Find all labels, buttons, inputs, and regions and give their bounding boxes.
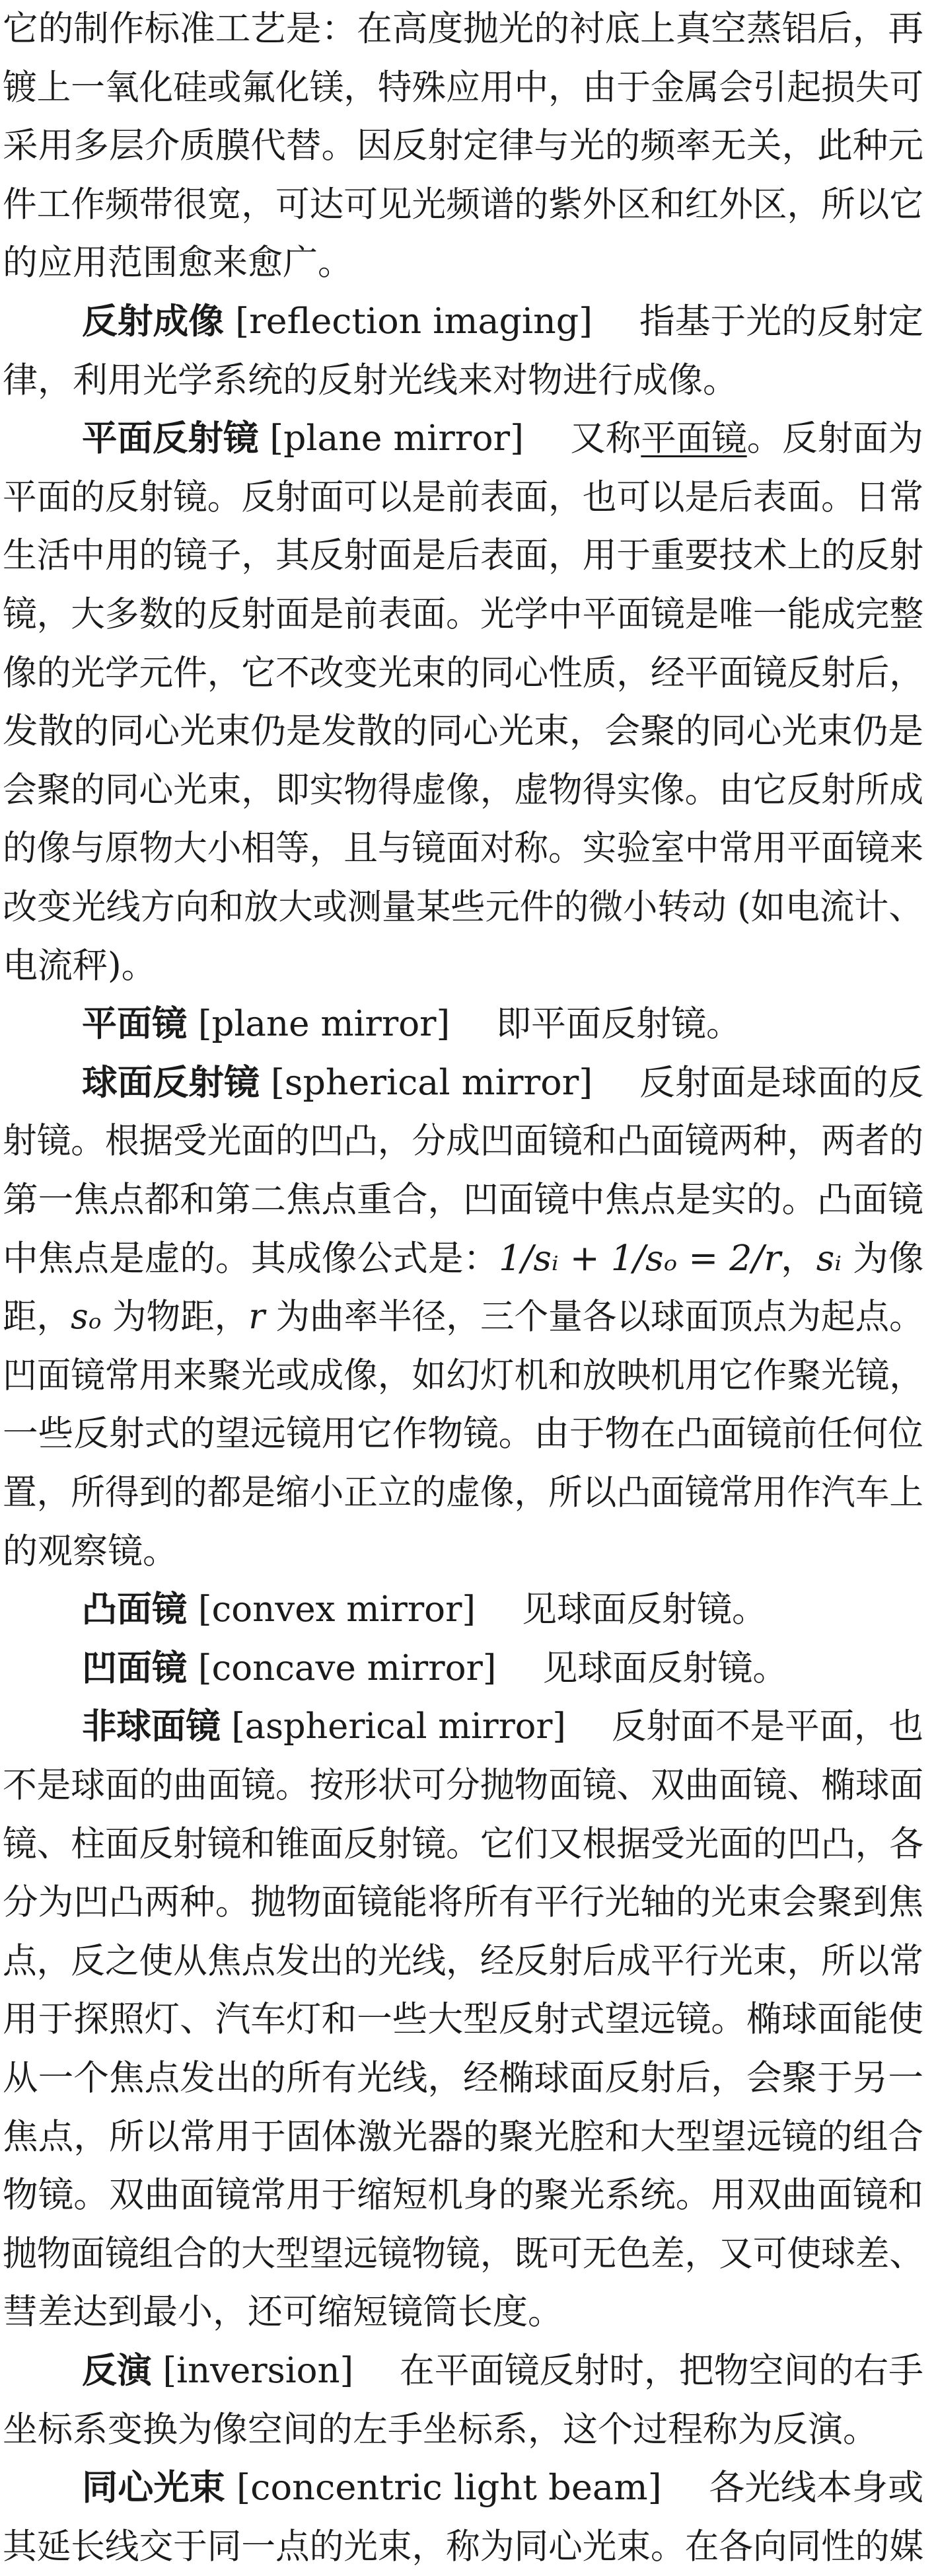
entry-english: [aspherical mirror] (220, 1706, 566, 1747)
text-run: 为曲率半径，三个量各以球面顶点为起点。 (265, 1297, 923, 1338)
text-line (3, 527, 923, 585)
text-run: ， (781, 1238, 816, 1279)
text-run: 坐标系变换为像空间的左手坐标系，这个过程称为反演。 (3, 2409, 878, 2450)
entry-headword: 平面镜 (82, 1004, 187, 1045)
text-line (82, 1640, 787, 1698)
text-line (3, 1171, 923, 1229)
math-expression: sₒ (71, 1297, 102, 1338)
text-run: 镀上一氧化硅或氟化镁，特殊应用中，由于金属会引起损失可 (3, 67, 923, 108)
entry-headword: 同心光束 (82, 2468, 225, 2509)
math-expression: sᵢ (816, 1238, 842, 1279)
text-run: 第一焦点都和第二焦点重合，凹面镜中焦点是实的。凸面镜 (3, 1180, 923, 1220)
text-run: 为像 (842, 1238, 924, 1279)
text-line (3, 1288, 923, 1346)
entry-headword: 反演 (82, 2351, 152, 2391)
entry-english: [concave mirror] (187, 1648, 497, 1688)
entry-headword: 非球面镜 (82, 1706, 221, 1747)
text-run: 用于探照灯、汽车灯和一些大型反射式望远镜。椭球面能使 (3, 1999, 923, 2040)
entry-english: [spherical mirror] (259, 1062, 593, 1103)
text-line (3, 761, 923, 819)
text-run: 它的制作标准工艺是：在高度抛光的衬底上真空蒸铝后，再 (3, 9, 923, 49)
text-run: 电流秤)。 (3, 945, 157, 986)
linked-term[interactable]: 平面镜 (641, 418, 747, 459)
text-run: 反射面不是平面，也 (565, 1706, 923, 1747)
text-line (3, 2283, 563, 2341)
text-line (3, 234, 353, 292)
text-run: 距， (3, 1297, 71, 1338)
text-run: 像的光学元件，它不改变光束的同心性质，经平面镜反射后， (3, 652, 923, 693)
text-run: 镜、柱面反射镜和锥面反射镜。它们又根据受光面的凹凸，各 (3, 1823, 923, 1864)
text-run: 点，反之使从焦点发出的光线，经反射后成平行光束，所以常 (3, 1940, 923, 1981)
text-line (3, 1932, 923, 1990)
text-run: 置，所得到的都是缩小正立的虚像，所以凸面镜常用作汽车上 (3, 1472, 923, 1513)
text-run: 焦点，所以常用于固体激光器的聚光腔和大型望远镜的组合 (3, 2116, 923, 2157)
text-line (3, 0, 923, 58)
text-line (3, 2401, 878, 2459)
text-line (82, 293, 923, 351)
text-run: 件工作频带很宽，可达可见光频谱的紫外区和红外区，所以它 (3, 184, 923, 225)
text-run: 凹面镜常用来聚光或成像，如幻灯机和放映机用它作聚光镜， (3, 1355, 923, 1396)
text-run: 平面的反射镜。反射面可以是前表面，也可以是后表面。日常 (3, 476, 923, 517)
text-run: 分为凹凸两种。抛物面镜能将所有平行光轴的光束会聚到焦 (3, 1882, 923, 1923)
text-line (3, 1347, 923, 1405)
text-line (3, 1405, 923, 1463)
text-run: 生活中用的镜子，其反射面是后表面，用于重要技术上的反射 (3, 535, 923, 576)
text-run: 又称 (523, 418, 641, 459)
text-line (3, 586, 923, 644)
text-line (3, 59, 923, 117)
text-run: 的观察镜。 (3, 1531, 178, 1572)
entry-headword: 凹面镜 (82, 1648, 187, 1688)
text-run: 反射面是球面的反 (593, 1062, 924, 1103)
text-line (3, 2518, 923, 2576)
text-run: 不是球面的曲面镜。按形状可分抛物面镜、双曲面镜、椭球面 (3, 1765, 923, 1805)
text-run: 一些反射式的望远镜用它作物镜。由于物在凸面镜前任何位 (3, 1414, 923, 1455)
text-line (82, 1581, 767, 1639)
text-run: 律，利用光学系统的反射光线来对物进行成像。 (3, 360, 738, 400)
text-line (82, 1054, 923, 1112)
entry-english: [plane mirror] (187, 1004, 450, 1045)
text-run: 射镜。根据受光面的凹凸，分成凹面镜和凸面镜两种，两者的 (3, 1121, 923, 1162)
text-line (3, 1523, 178, 1581)
text-line (3, 2108, 923, 2166)
text-line (82, 2342, 923, 2400)
cross-reference: 见球面反射镜。 (496, 1648, 788, 1688)
text-line (3, 1464, 923, 1522)
text-line (3, 2049, 923, 2107)
entry-headword: 反射成像 (82, 301, 225, 342)
math-expression: r (248, 1297, 266, 1338)
entry-english: [reflection imaging] (224, 301, 593, 342)
text-line (3, 1112, 923, 1170)
text-run: 各光线本身或 (661, 2468, 924, 2509)
text-line (3, 352, 738, 410)
text-line (3, 2166, 923, 2224)
text-line (3, 1990, 923, 2049)
text-run: 抛物面镜组合的大型望远镜物镜，既可无色差，又可使球差、 (3, 2233, 923, 2274)
text-line (3, 176, 923, 234)
text-line (3, 469, 923, 527)
text-run: 中焦点是虚的。其成像公式是： (3, 1238, 499, 1279)
entry-headword: 球面反射镜 (82, 1062, 260, 1103)
text-line (3, 819, 923, 878)
text-run: 会聚的同心光束，即实物得虚像，虚物得实像。由它反射所成 (3, 769, 923, 810)
entry-headword: 平面反射镜 (82, 418, 259, 459)
text-line (82, 995, 741, 1053)
text-line (3, 1874, 923, 1932)
entry-english: [inversion] (151, 2351, 354, 2391)
text-run: 从一个焦点发出的所有光线，经椭球面反射后，会聚于另一 (3, 2058, 923, 2098)
text-run: 在平面镜反射时，把物空间的右手 (353, 2351, 923, 2391)
text-run: 其延长线交于同一点的光束，称为同心光束。在各向同性的媒 (3, 2526, 923, 2567)
entry-english: [plane mirror] (258, 418, 524, 459)
text-run: 指基于光的反射定 (593, 301, 924, 342)
text-run: 的应用范围愈来愈广。 (3, 243, 353, 284)
text-run: 。反射面为 (746, 418, 924, 459)
text-run: 的像与原物大小相等，且与镜面对称。实验室中常用平面镜来 (3, 828, 923, 869)
text-line (3, 702, 923, 761)
text-line (3, 1757, 923, 1815)
cross-reference: 见球面反射镜。 (476, 1589, 767, 1630)
text-run: 采用多层介质膜代替。因反射定律与光的频率无关，此种元 (3, 126, 923, 167)
entry-english: [concentric light beam] (225, 2468, 662, 2509)
text-line (82, 2459, 923, 2517)
text-line (3, 1230, 923, 1288)
text-line (3, 878, 923, 936)
text-line (3, 117, 923, 175)
text-run: 彗差达到最小，还可缩短镜筒长度。 (3, 2292, 563, 2333)
entry-english: [convex mirror] (187, 1589, 476, 1630)
text-run: 为物距， (101, 1297, 249, 1338)
text-line (3, 937, 157, 995)
math-expression: 1/sᵢ + 1/sₒ = 2/r (499, 1238, 781, 1279)
text-run: 发散的同心光束仍是发散的同心光束，会聚的同心光束仍是 (3, 711, 923, 752)
text-line (82, 1698, 923, 1756)
text-run: 镜，大多数的反射面是前表面。光学中平面镜是唯一能成完整 (3, 594, 923, 634)
text-line (3, 1815, 923, 1874)
text-run: 物镜。双曲面镜常用于缩短机身的聚光系统。用双曲面镜和 (3, 2175, 923, 2216)
text-line (3, 644, 923, 702)
cross-reference: 即平面反射镜。 (450, 1004, 742, 1045)
text-line (3, 2225, 923, 2283)
text-line (82, 410, 923, 468)
entry-headword: 凸面镜 (82, 1589, 187, 1630)
text-run: 改变光线方向和放大或测量某些元件的微小转动 (如电流计、 (3, 887, 923, 927)
